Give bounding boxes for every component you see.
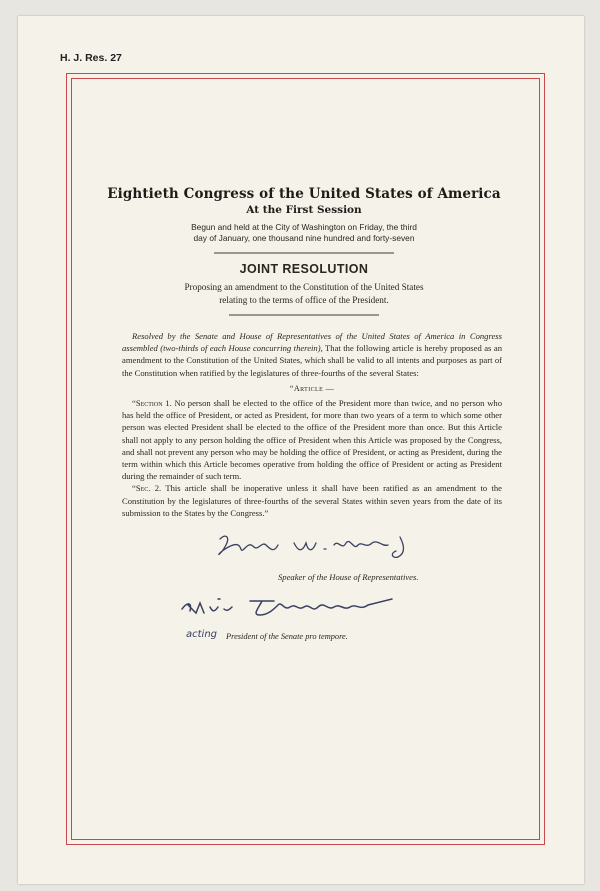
proposing-line-1: Proposing an amendment to the Constitution of the United States bbox=[184, 282, 424, 292]
session-title: At the First Session bbox=[246, 204, 362, 216]
section-1 bbox=[122, 397, 502, 482]
speaker-signature bbox=[212, 531, 432, 561]
section-2-label: “Sec. 2. bbox=[132, 483, 162, 494]
president-pro-tempore-signature bbox=[178, 591, 418, 625]
joint-resolution-heading: JOINT RESOLUTION bbox=[239, 262, 369, 276]
article-heading: “Article — bbox=[289, 383, 335, 393]
section-1-text: No person shall be elected to the office of the President more than twice, and no person who has held the office of President, or acted as President, for more than two years of a term to which some other person was elected President shall be elected to the office of the President more than once. But this Article shall not apply to any person holding the office of President when this Article was proposed by the Congress, and shall not prevent any person who may be holding the office of President, or acting as President, during the term within which this Article becomes operative from holding the office of President or acting as President during the remainder of such term. bbox=[122, 398, 503, 482]
resolved-clause: Resolved by the Senate and House of Representatives of the United States of America in Congress assembled (two-thirds of each House concurring therein) bbox=[122, 331, 502, 354]
proposing-line-2: relating to the terms of office of the President. bbox=[219, 294, 389, 305]
resolution-body bbox=[122, 330, 502, 647]
resolved-text: , That the following article is hereby proposed as an amendment to the Constitution of the United States, which shall be valid to all intents and purposes as part of the Constitution when ratified by the legislatures of three-fourths of the several States: bbox=[122, 343, 502, 378]
document-content bbox=[88, 186, 520, 647]
section-2-text: This article shall be inoperative unless it shall have been ratified as an amendment to the Constitution by the legislatures of three-fourths of the several States within seven years from the date of its submission to the States by the Congress.” bbox=[122, 483, 502, 518]
begun-line-2: day of January, one thousand nine hundred and forty-seven bbox=[193, 233, 415, 243]
president-pro-tempore-title: President of the Senate pro tempore. bbox=[226, 632, 348, 642]
document-page bbox=[18, 16, 584, 884]
resolved-paragraph bbox=[122, 330, 502, 379]
section-1-label: “Section 1. bbox=[132, 398, 172, 409]
acting-handwritten: acting bbox=[186, 629, 218, 641]
divider-top bbox=[214, 252, 394, 254]
congress-title: Eightieth Congress of the United States of America bbox=[107, 186, 501, 202]
begun-statement bbox=[88, 222, 520, 244]
divider-bottom bbox=[229, 314, 379, 316]
begun-line-1: Begun and held at the City of Washington on Friday, the third bbox=[191, 222, 417, 232]
section-2 bbox=[122, 482, 502, 519]
resolution-number: H. J. Res. 27 bbox=[60, 52, 122, 64]
speaker-title: Speaker of the House of Representatives. bbox=[278, 572, 419, 583]
signature-area bbox=[122, 527, 502, 647]
proposing-clause bbox=[88, 281, 520, 306]
